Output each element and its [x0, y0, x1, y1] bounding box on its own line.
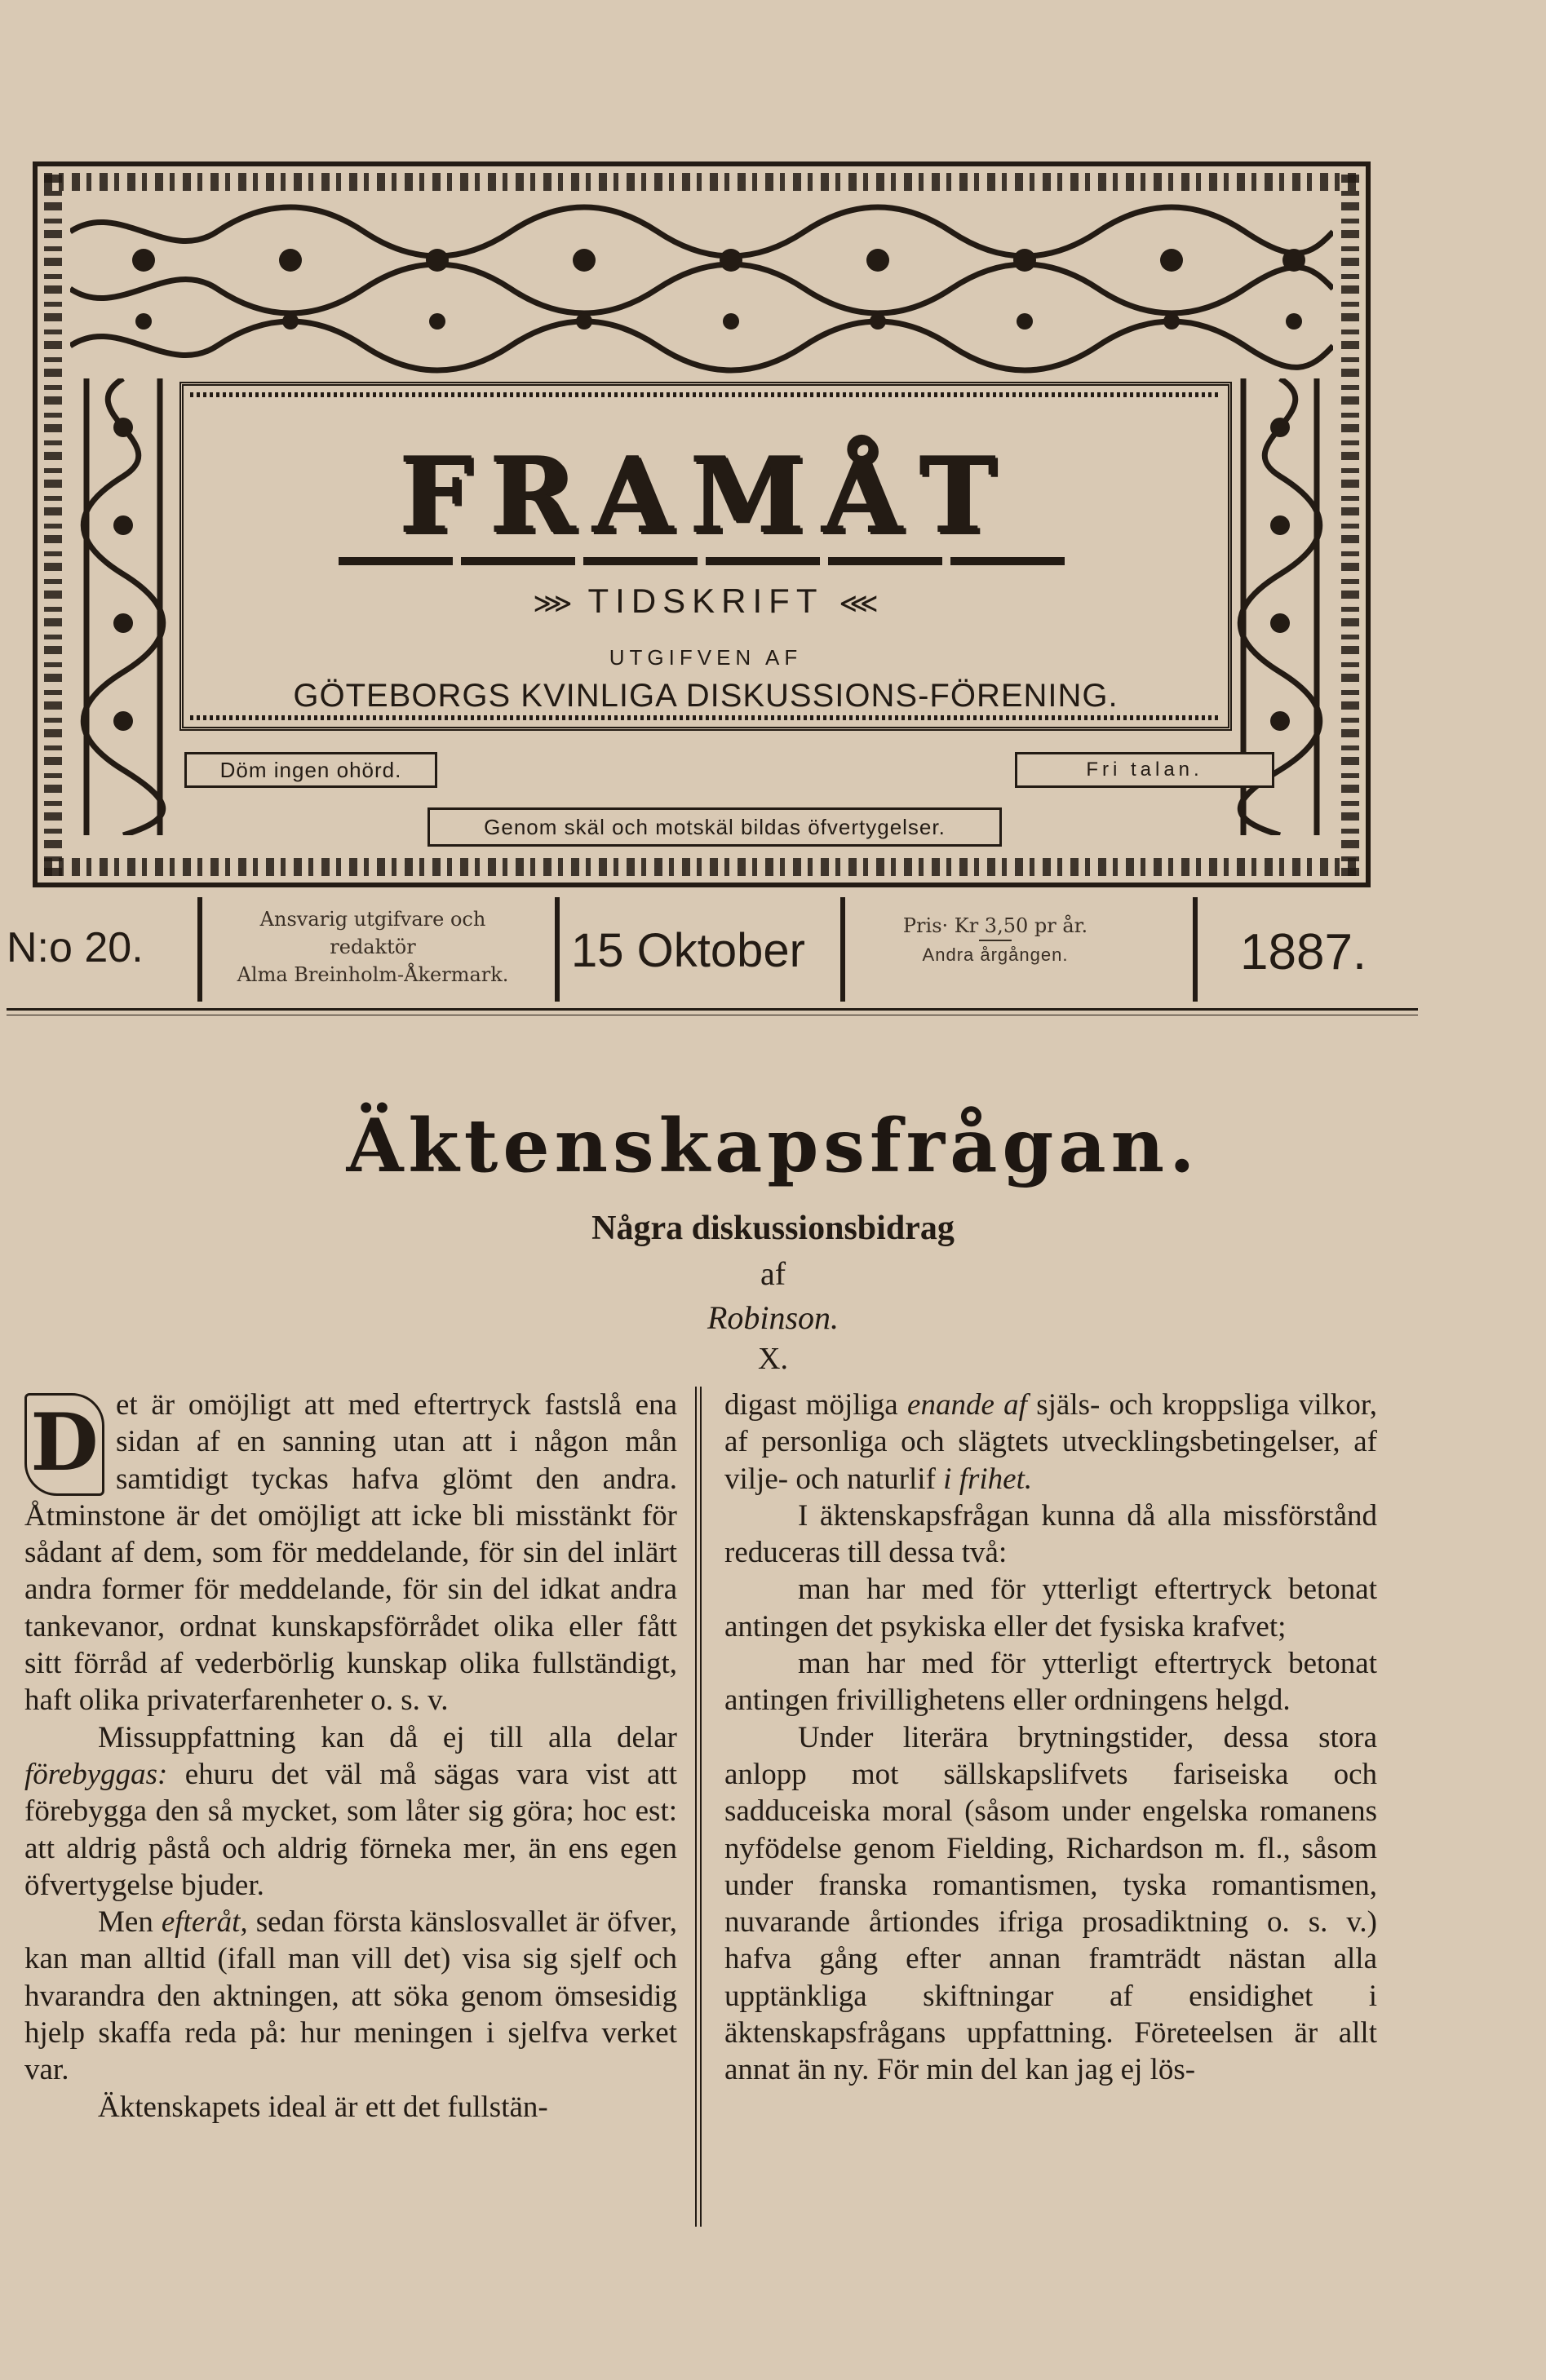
article-part-number: X.	[758, 1342, 788, 1376]
divider	[197, 897, 202, 1002]
info-bar-rule	[7, 1008, 1418, 1011]
subtitle-text: TIDSKRIFT	[587, 582, 823, 620]
paragraph: man har med för ytterligt eftertryck betonat antingen det psykiska eller det fysiska krafvet;	[724, 1573, 1377, 1643]
greek-key-border-right	[1341, 173, 1359, 876]
publisher-name: GÖTEBORGS KVINLIGA DISKUSSIONS-FÖRENING.	[293, 678, 1119, 714]
issue-year: 1887.	[1240, 924, 1367, 980]
arrow-right-icon: ⋘	[839, 588, 879, 619]
article-subtitle: Några diskussionsbidrag	[591, 1210, 955, 1247]
masthead-title: FRAMÅT	[398, 435, 1013, 557]
paragraph: Under literära brytningstider, dessa stora anlopp mot sällskapslifvets fariseiska och sadduceiska moral (såsom under engelska romanens nyfödelse genom Fielding, Richardson m. fl., såsom under franska romantismen, tyska romantismen, nuvarande årtiondes ifriga prosadiktning o. s. v.) hafva gång efter annan framträdt nästan alla upptänkliga skiftningar af ensidighet i äktenskapsfrågans uppfattning. Företeelsen är allt annat än ny. För min del kan jag ej lös-	[724, 1720, 1377, 2087]
editor-line-2: redaktör	[330, 936, 416, 958]
price-info	[865, 912, 1126, 969]
column-divider	[695, 1387, 702, 2227]
paragraph: Missuppfattning kan då ej till alla delar förebyggas: ehuru det väl må sägas vara vist att förebygga den så mycket, som låter sig göra; hoc est: att aldrig påstå och aldrig förneka mer, än ens egen öfvertygelse bjuder.	[24, 1720, 677, 1902]
paragraph: et är omöjligt att med eftertryck fastslå ena sidan af en sanning utan att i någon mån samtidigt tyckas hafva glömt den andra. Åtminstone är det omöjligt att icke bli misstänkt för sådant af dem, som för meddelande, för sin del inlärt andra former för meddelande, för sin del idkat andra tankevanor, ordnat kunskapsförrådet olika eller fått sitt förråd af vederbörlig kunskap olika fullständigt, haft olika privaterfarenheter o. s. v.	[24, 1388, 677, 1718]
article-byline-af: af	[760, 1255, 786, 1292]
paragraph: man har med för ytterligt eftertryck betonat antingen frivillighetens eller ordningens helgd.	[724, 1647, 1377, 1718]
article-author: Robinson.	[707, 1299, 839, 1336]
paragraph: digast möjliga enande af själs- och kroppsliga vilkor, af personliga och slägtets utvecklingsbetingelser, af vilje- och naturlif i frihet.	[724, 1388, 1377, 1496]
publisher-intro: UTGIFVEN AF	[609, 645, 803, 670]
greek-key-border-top	[44, 173, 1359, 191]
article-column-left	[24, 1387, 677, 2126]
motto-right: Fri talan.	[1015, 752, 1274, 788]
motto-left: Döm ingen ohörd.	[184, 752, 437, 788]
divider	[555, 897, 560, 1002]
issue-date: 15 Oktober	[571, 924, 805, 977]
initial-letter: D	[30, 1396, 99, 1489]
issue-info-bar	[0, 889, 1420, 1020]
article-column-right	[724, 1387, 1377, 2089]
scroll-ornament-left	[70, 378, 176, 835]
greek-key-border-bottom	[44, 858, 1359, 876]
arrow-left-icon: ⋙	[533, 588, 573, 619]
greek-key-border-left	[44, 173, 62, 876]
issue-number: N:o 20.	[7, 924, 144, 971]
divider	[840, 897, 845, 1002]
volume-text: Andra årgången.	[922, 944, 1069, 965]
paragraph: Men efteråt, sedan första känslosvallet är öfver, kan man alltid (ifall man vill det) visa sig sjelf och hvarandra den aktningen, att söka genom ömsesidig hjelp skaffa reda på: hur meningen i sjelfva verket var.	[24, 1905, 678, 2087]
paragraph: Äktenskapets ideal är ett det fullstän-	[98, 2090, 548, 2124]
dotted-rule-top	[190, 392, 1221, 397]
masthead-frame	[33, 161, 1371, 887]
editor-line-3: Alma Breinholm-Åkermark.	[237, 963, 509, 986]
dotted-rule-bottom	[190, 715, 1221, 720]
paragraph: I äktenskapsfrågan kunna då alla missförstånd reduceras till dessa två:	[724, 1498, 1377, 1570]
decorated-initial	[24, 1393, 104, 1496]
title-panel	[179, 382, 1232, 731]
title-underline	[339, 557, 1073, 565]
divider	[1193, 897, 1198, 1002]
masthead-subtitle	[184, 582, 1228, 621]
editor-credit	[214, 905, 532, 989]
motto-center: Genom skäl och motskäl bildas öfvertygelser.	[427, 807, 1002, 847]
editor-line-1: Ansvarig utgifvare och	[259, 908, 486, 931]
article-title: Äktenskapsfrågan.	[346, 1103, 1200, 1189]
price-text: Pris· Kr 3,50 pr år.	[902, 914, 1088, 937]
